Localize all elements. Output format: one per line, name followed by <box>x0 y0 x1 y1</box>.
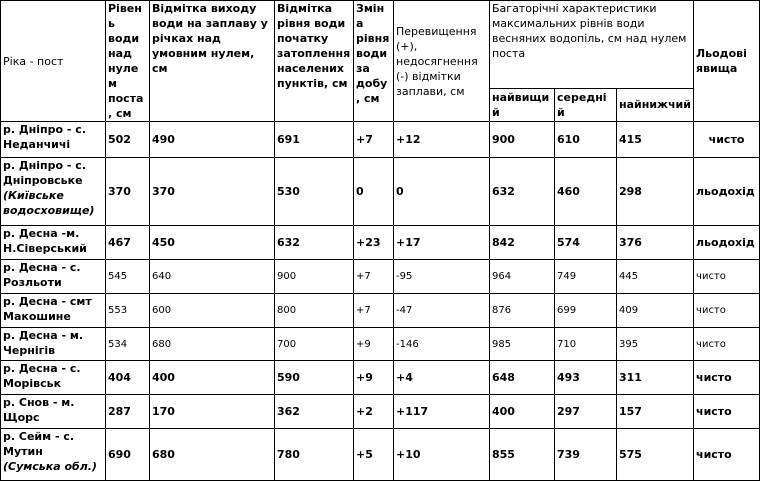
highest-cell: 876 <box>490 294 555 328</box>
lowest-cell: 311 <box>617 361 694 395</box>
ice-cell: чисто <box>694 260 760 294</box>
flood-start-cell: 590 <box>275 361 354 395</box>
header-highest: найвищий <box>490 88 555 121</box>
level-cell: 534 <box>106 328 150 361</box>
average-cell: 739 <box>555 429 617 481</box>
floodplain-cell: 680 <box>150 429 275 481</box>
header-flooding-start: Відмітка рівня води початку затоплення населених пунктів, см <box>275 1 354 122</box>
average-cell: 574 <box>555 226 617 260</box>
flood-start-cell: 800 <box>275 294 354 328</box>
lowest-cell: 415 <box>617 122 694 158</box>
header-longterm: Багаторічні характеристики максимальних рівнів води весняних водопіль, см над нулем поста <box>490 1 694 89</box>
exceed-cell: +4 <box>394 361 490 395</box>
daily-change-cell: +7 <box>354 260 394 294</box>
average-cell: 710 <box>555 328 617 361</box>
header-daily-change: Зміна рівня води за добу, см <box>354 1 394 122</box>
header-lowest: найнижчий <box>617 88 694 121</box>
highest-cell: 842 <box>490 226 555 260</box>
river-post-cell <box>1 260 106 294</box>
daily-change-cell: +7 <box>354 294 394 328</box>
exceed-cell: -95 <box>394 260 490 294</box>
river-post-name: р. Десна - смт Макошине <box>3 295 92 323</box>
river-post-cell <box>1 328 106 361</box>
flood-start-cell: 530 <box>275 158 354 226</box>
river-post-cell <box>1 158 106 226</box>
floodplain-cell: 370 <box>150 158 275 226</box>
river-post-cell <box>1 294 106 328</box>
flood-start-cell: 691 <box>275 122 354 158</box>
river-post-cell <box>1 395 106 429</box>
flood-start-cell: 362 <box>275 395 354 429</box>
ice-cell: чисто <box>694 122 760 158</box>
lowest-cell: 298 <box>617 158 694 226</box>
lowest-cell: 157 <box>617 395 694 429</box>
daily-change-cell: +2 <box>354 395 394 429</box>
flood-start-cell: 900 <box>275 260 354 294</box>
river-post-cell <box>1 122 106 158</box>
river-post-cell <box>1 226 106 260</box>
daily-change-cell: +9 <box>354 328 394 361</box>
river-post-note: (Сумська обл.) <box>3 460 97 473</box>
river-post-name: р. Десна - с. Морівськ <box>3 362 81 390</box>
river-post-cell <box>1 429 106 481</box>
table-row <box>1 260 760 294</box>
highest-cell: 985 <box>490 328 555 361</box>
river-post-name: р. Снов - м. Щорс <box>3 396 75 424</box>
flood-start-cell: 780 <box>275 429 354 481</box>
exceed-cell: +117 <box>394 395 490 429</box>
highest-cell: 632 <box>490 158 555 226</box>
level-cell: 545 <box>106 260 150 294</box>
river-post-name: р. Дніпро - с. Неданчичі <box>3 123 87 151</box>
river-post-name: р. Десна - м. Чернігів <box>3 329 84 357</box>
average-cell: 460 <box>555 158 617 226</box>
average-cell: 749 <box>555 260 617 294</box>
daily-change-cell: +9 <box>354 361 394 395</box>
highest-cell: 648 <box>490 361 555 395</box>
ice-cell: чисто <box>694 395 760 429</box>
table-row <box>1 158 760 226</box>
average-cell: 297 <box>555 395 617 429</box>
lowest-cell: 395 <box>617 328 694 361</box>
highest-cell: 855 <box>490 429 555 481</box>
flood-start-cell: 700 <box>275 328 354 361</box>
table-row <box>1 294 760 328</box>
table-row <box>1 361 760 395</box>
average-cell: 610 <box>555 122 617 158</box>
floodplain-cell: 640 <box>150 260 275 294</box>
header-row <box>1 1 760 89</box>
level-cell: 370 <box>106 158 150 226</box>
ice-cell: льодохід <box>694 226 760 260</box>
header-average: середній <box>555 88 617 121</box>
exceed-cell: +12 <box>394 122 490 158</box>
level-cell: 287 <box>106 395 150 429</box>
header-ice: Льодові явища <box>694 1 760 122</box>
flood-start-cell: 632 <box>275 226 354 260</box>
river-post-name: р. Десна - с. Розльоти <box>3 261 81 289</box>
average-cell: 699 <box>555 294 617 328</box>
table-row <box>1 122 760 158</box>
header-level-zero: Рівень води над нулем поста, см <box>106 1 150 122</box>
exceed-cell: +10 <box>394 429 490 481</box>
river-post-name: р. Дніпро - с. Дніпровське <box>3 159 87 187</box>
exceed-cell: -47 <box>394 294 490 328</box>
floodplain-cell: 400 <box>150 361 275 395</box>
exceed-cell: -146 <box>394 328 490 361</box>
highest-cell: 964 <box>490 260 555 294</box>
table-row <box>1 328 760 361</box>
level-cell: 467 <box>106 226 150 260</box>
floodplain-cell: 170 <box>150 395 275 429</box>
ice-cell: чисто <box>694 294 760 328</box>
floodplain-cell: 490 <box>150 122 275 158</box>
level-cell: 404 <box>106 361 150 395</box>
level-cell: 553 <box>106 294 150 328</box>
highest-cell: 900 <box>490 122 555 158</box>
lowest-cell: 409 <box>617 294 694 328</box>
exceed-cell: 0 <box>394 158 490 226</box>
ice-cell: льодохід <box>694 158 760 226</box>
floodplain-cell: 680 <box>150 328 275 361</box>
river-post-name: р. Десна -м. Н.Сіверський <box>3 227 87 255</box>
river-post-note: (Київське водосховище) <box>3 189 95 217</box>
table-row <box>1 429 760 481</box>
daily-change-cell: 0 <box>354 158 394 226</box>
exceed-cell: +17 <box>394 226 490 260</box>
ice-cell: чисто <box>694 361 760 395</box>
highest-cell: 400 <box>490 395 555 429</box>
ice-cell: чисто <box>694 429 760 481</box>
level-cell: 502 <box>106 122 150 158</box>
header-exceed: Перевищення (+), недосягнення (-) відмітки заплави, см <box>394 1 490 122</box>
average-cell: 493 <box>555 361 617 395</box>
floodplain-cell: 600 <box>150 294 275 328</box>
lowest-cell: 575 <box>617 429 694 481</box>
river-post-cell <box>1 361 106 395</box>
ice-cell: чисто <box>694 328 760 361</box>
lowest-cell: 376 <box>617 226 694 260</box>
daily-change-cell: +7 <box>354 122 394 158</box>
lowest-cell: 445 <box>617 260 694 294</box>
header-floodplain-mark: Відмітка виходу води на заплаву у річках над умовним нулем, см <box>150 1 275 122</box>
river-post-name: р. Сейм - с. Мутин <box>3 430 75 458</box>
table-row <box>1 226 760 260</box>
header-river-post: Ріка - пост <box>1 1 106 122</box>
daily-change-cell: +5 <box>354 429 394 481</box>
table-row <box>1 395 760 429</box>
level-cell: 690 <box>106 429 150 481</box>
floodplain-cell: 450 <box>150 226 275 260</box>
daily-change-cell: +23 <box>354 226 394 260</box>
